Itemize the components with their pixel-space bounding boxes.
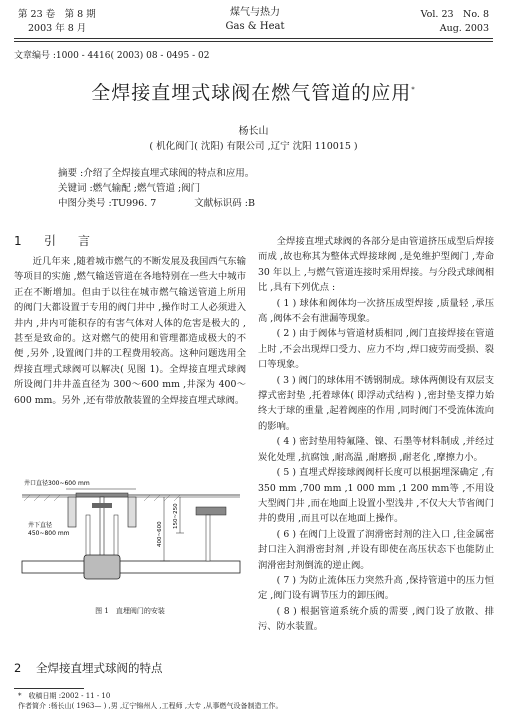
right-column <box>258 234 494 635</box>
section-number: 2 <box>14 661 22 675</box>
list-item: ( 8 ) 根据管道系统介质的需要 ,阀门设了放散、排污、防水装置。 <box>258 605 494 633</box>
list-item: ( 5 ) 直埋式焊接球阀阀杆长度可以根据埋深确定 ,有 350 mm ,700 mm ,1 000 mm ,1 200 mm等 ,不用设大型阀门井 ,而在地面上设置小型浅井 ,不仅大大节省阀门井的费用 ,而且可以在地面上操作。 <box>258 467 494 525</box>
paragraph: 近几年来 ,随着城市燃气的不断发展及我国西气东输等项目的实施 ,燃气输送管道在各地特别在一些大中城市正在不断增加。但由于以往在城市燃气输送管道上所用的阀门大都设置于专用的阀门井中 ,操作时工人必须进入井内 ,井内可能积存的有害气体对人体的危害是极大的 ,甚至是致命的。这对燃气的使用和管理都造成极大的不便 ,另外 ,设置阀门井的工程费用较高。这种问题选用全焊接直埋式球阀可以解决( 见图 1)。全焊接直埋式球阀所设阀门井井盖直径为 300～600 mm ,井深为 400～600 mm。另外 ,还有带放散装置的全焊接直埋式球阀。 <box>14 256 246 406</box>
right-support <box>196 507 226 515</box>
article-title-text: 全焊接直埋式球阀在燃气管道的应用 <box>91 82 412 104</box>
journal-name-en: Gas & Heat <box>225 21 285 32</box>
vent-pipe-left <box>86 515 90 557</box>
list-item: ( 4 ) 密封垫用特氟隆、镍、石墨等材料制成 ,并经过炭化处理 ,抗腐蚀 ,耐高温 ,耐磨损 ,耐老化 ,摩擦力小。 <box>258 436 494 463</box>
label-unit: mm <box>78 480 90 487</box>
footnote-mark: * <box>18 692 22 700</box>
header-date-cn: 2003 年 8 月 <box>28 23 87 34</box>
dim-label-1: 400~600 <box>157 521 163 547</box>
right-support-stem <box>206 515 210 561</box>
stem-handwheel <box>92 503 112 508</box>
pit-cover <box>76 493 128 497</box>
section-title: 引言 <box>44 234 113 248</box>
main-pipeline <box>22 561 240 573</box>
figure-valve-installation <box>20 475 242 590</box>
author-name: 杨长山 <box>238 126 269 137</box>
author-bio: 作者简介 :杨长山( 1963— ) ,男 ,辽宁锦州人 ,工程师 ,大专 ,从事燃气设备制造工作。 <box>18 702 283 710</box>
clc-number: 中图分类号 :TU996. 7 <box>58 198 157 209</box>
paragraph: 全焊接直埋式球阀的各部分是由管道挤压成型后焊接而成 ,故也称其为整体式焊接球阀 ,是免维护型阀门 ,寿命 30 年以上 ,与燃气管道连接时采用焊接。与分段式球阀相比 ,具有下列优点 : <box>258 236 494 294</box>
header-journal <box>200 6 310 34</box>
label-bottom-1: 井下直径 <box>28 522 53 529</box>
article-number: 文章编号 :1000 - 4416( 2003) 08 - 0495 - 02 <box>14 51 210 61</box>
valve-body <box>84 555 120 579</box>
keywords: 关键词 :燃气输配 ;燃气管道 ;阀门 <box>58 183 201 194</box>
list-item: ( 1 ) 球体和阀体均一次挤压成型焊接 ,质量轻 ,承压高 ,阀体不会有泄漏等现象。 <box>258 297 494 325</box>
footnote-received <box>18 691 283 701</box>
received-date: 收稿日期 :2002 - 11 - 10 <box>28 692 111 700</box>
journal-name-cn: 煤气与热力 <box>230 7 280 18</box>
article-meta <box>58 166 255 211</box>
left-column <box>14 254 246 408</box>
header-volume <box>18 8 96 36</box>
header-vol-en: Vol. 23 No. 8 <box>420 9 489 20</box>
label-bottom-2: 450~800 mm <box>28 530 70 537</box>
section-heading-2 <box>14 660 163 676</box>
label-top: 井口直径300~600 <box>24 480 76 487</box>
list-item: ( 3 ) 阀门的球体用不锈钢制成。球体两侧设有双层支撑式密封垫 ,托着球体( 即浮动式结构 ) ,密封垫支撑力始终大于球的重量 ,起着阀座的作用 ,同时阀门不受流体流向的影响。 <box>258 374 494 432</box>
section-title: 全焊接直埋式球阀的特点 <box>36 661 163 675</box>
header-rule <box>14 38 493 39</box>
author-affiliation: ( 机化阀门( 沈阳) 有限公司 ,辽宁 沈阳 110015 ) <box>149 141 358 152</box>
title-footnote-mark: * <box>411 85 416 94</box>
article-title <box>0 78 507 105</box>
list-item: ( 6 ) 在阀门上设置了润滑密封剂的注入口 ,往金属密封口注入润滑密封剂 ,并设有即使在高压状态下也能防止润滑密封剂倒流的逆止阀。 <box>258 528 494 571</box>
footnote <box>18 691 283 711</box>
vent-pipe-right <box>114 515 118 557</box>
pit-wall-left <box>68 497 76 527</box>
list-item: ( 7 ) 为防止流体压力突然升高 ,保持管道中的压力恒定 ,阀门设有调节压力的卸压阀。 <box>258 574 494 602</box>
dim-label-2: 150~250 <box>173 503 179 529</box>
section-number: 1 <box>14 234 22 248</box>
figure-caption: 图 1 直埋阀门的安装 <box>95 607 165 615</box>
header-volume-cn: 第 23 卷 第 8 期 <box>18 9 96 20</box>
footnote-rule <box>14 688 84 689</box>
header-volume-en <box>421 8 489 36</box>
header-rule-thin <box>14 41 493 42</box>
pit-wall-right <box>128 497 136 527</box>
section-heading-1 <box>14 232 112 249</box>
document-code: 文献标识码 :B <box>194 198 255 209</box>
list-item: ( 2 ) 由于阀体与管道材质相同 ,阀门直接焊接在管道上时 ,不会出现焊口受力、应力不均 ,焊口疲劳而受损、裂口等现象。 <box>258 328 494 371</box>
classification-row <box>58 196 255 211</box>
header-date-en: Aug. 2003 <box>439 23 489 34</box>
abstract: 摘要 :介绍了全焊接直埋式球阀的特点和应用。 <box>58 168 255 179</box>
